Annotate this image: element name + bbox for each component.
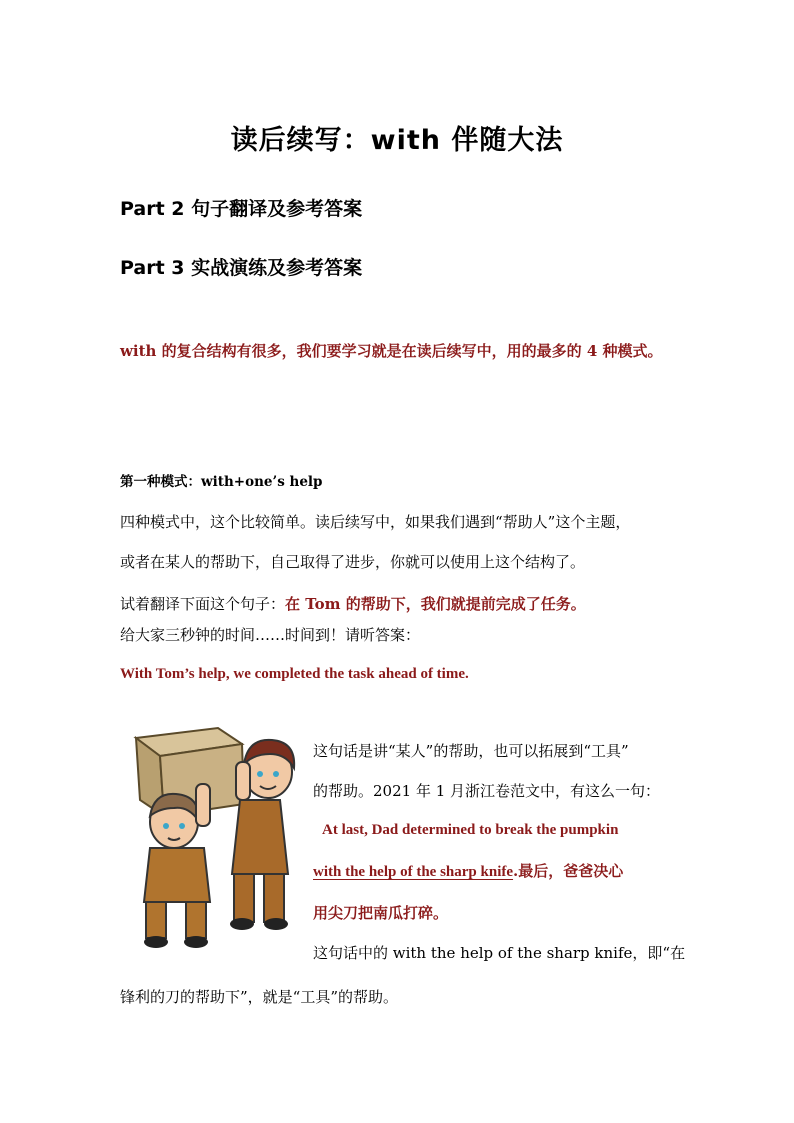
- intro-paragraph: with 的复合结构有很多，我们要学习就是在读后续写中，用的最多的 4 种模式。: [120, 342, 663, 360]
- mode-1-heading: 第一种模式：with+one’s help: [120, 474, 323, 490]
- part-3-heading: Part 3 实战演练及参考答案: [120, 257, 363, 279]
- example-sentence-line-2: [313, 860, 675, 881]
- document-title: 读后续写：with 伴随大法: [230, 125, 564, 156]
- part-2-heading: Part 2 句子翻译及参考答案: [120, 198, 363, 220]
- example-translation-start: .最后，爸爸决心: [513, 862, 624, 880]
- two-movers-carrying-box-illustration: [130, 724, 302, 954]
- paragraph-line-1: 四种模式中，这个比较简单。读后续写中，如果我们遇到“帮助人”这个主题，: [120, 513, 631, 531]
- translation-sentence: 在 Tom 的帮助下，我们就提前完成了任务。: [285, 595, 586, 613]
- right-line-2: 的帮助。2021 年 1 月浙江卷范文中，有这么一句：: [313, 782, 661, 800]
- wait-line: 给大家三秒钟的时间……时间到！请听答案：: [120, 626, 421, 644]
- answer-sentence: With Tom’s help, we completed the task ahead of time.: [120, 666, 469, 682]
- example-sentence-line-1: At last, Dad determined to break the pumpkin: [322, 822, 619, 838]
- closing-line: 锋利的刀的帮助下”，就是“工具”的帮助。: [120, 988, 399, 1006]
- translation-prompt-prefix: 试着翻译下面这个句子：: [120, 595, 286, 613]
- example-phrase-underlined: with the help of the sharp knife: [313, 864, 514, 880]
- translation-prompt: [120, 593, 586, 614]
- right-line-6: 这句话中的 with the help of the sharp knife，即“在: [313, 944, 686, 962]
- paragraph-line-2: 或者在某人的帮助下，自己取得了进步，你就可以使用上这个结构了。: [120, 553, 586, 571]
- movers-illustration: [130, 724, 302, 954]
- right-line-1: 这句话是讲“某人”的帮助，也可以拓展到“工具”: [313, 742, 629, 760]
- example-translation-end: 用尖刀把南瓜打碎。: [313, 904, 449, 922]
